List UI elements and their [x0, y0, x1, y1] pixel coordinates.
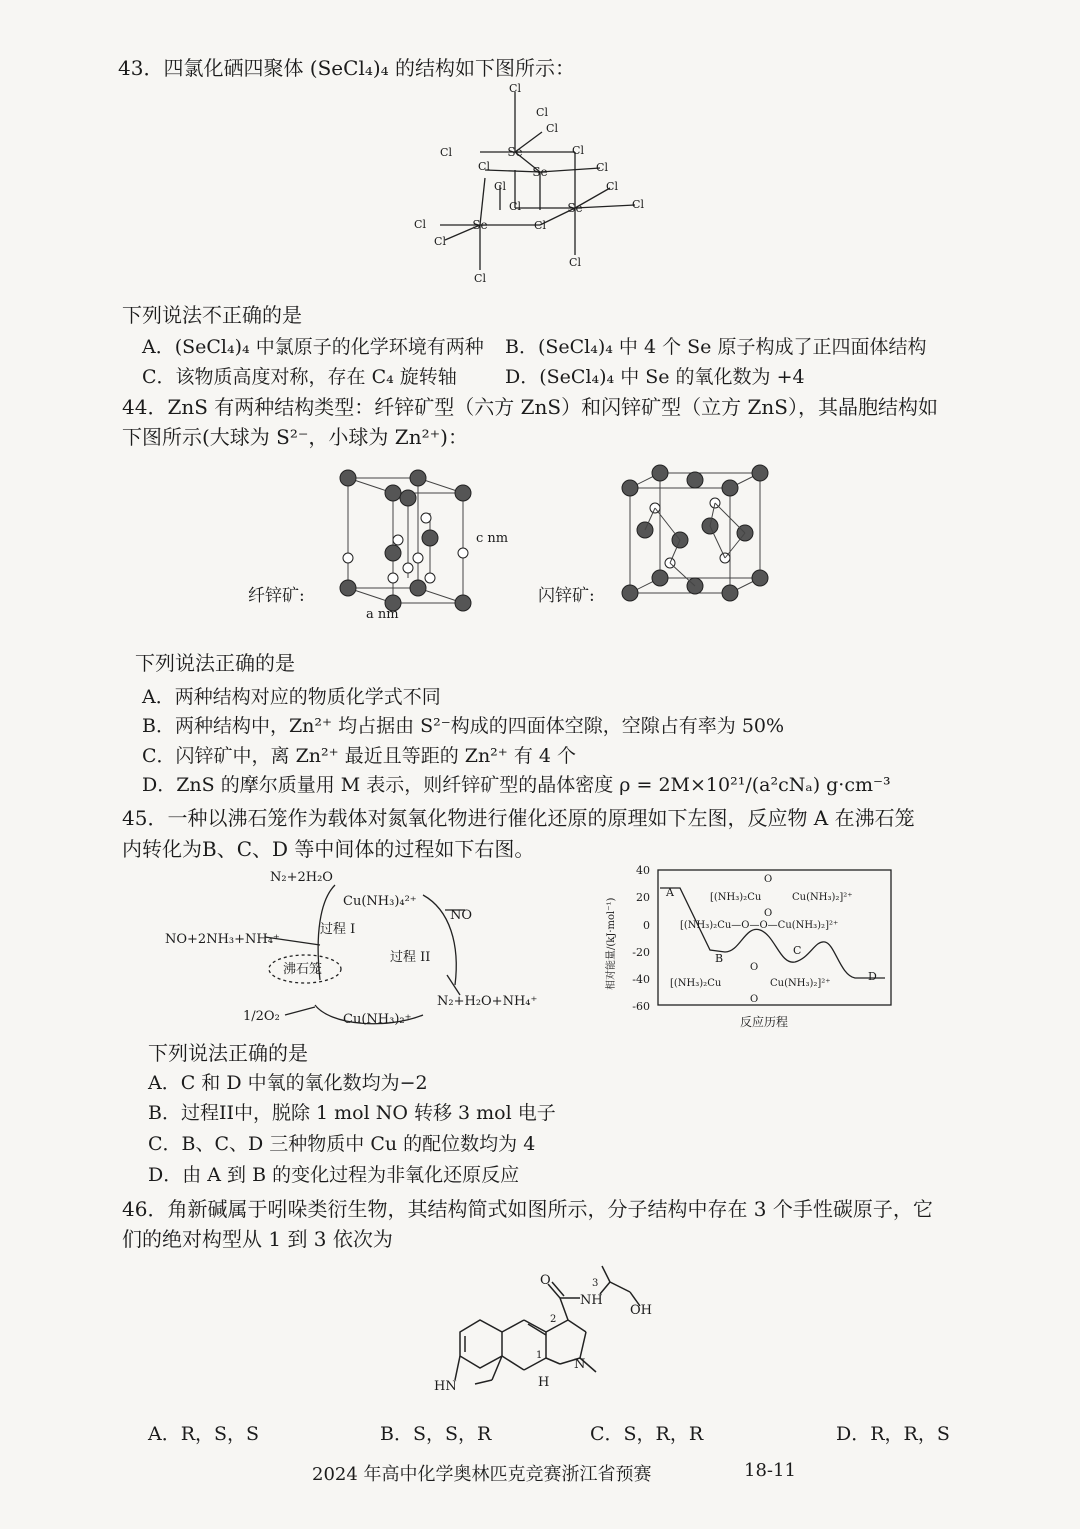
oxygen-label: O: [750, 962, 759, 973]
cu-nh3-2-label: Cu(NH₃)₂⁺: [343, 1012, 412, 1027]
q43-option-c[interactable]: C．该物质高度对称，存在 C₄ 旋转轴: [142, 366, 457, 388]
species-top-right: Cu(NH₃)₂]²⁺: [792, 892, 853, 903]
species-bot-left: [(NH₃)₂Cu: [670, 978, 722, 989]
q43-option-a[interactable]: A．(SeCl₄)₄ 中氯原子的化学环境有两种: [142, 336, 484, 358]
hydroxyl: OH: [630, 1303, 652, 1318]
q45-option-b[interactable]: B．过程II中，脱除 1 mol NO 转移 3 mol 电子: [148, 1102, 556, 1124]
q43-option-b[interactable]: B．(SeCl₄)₄ 中 4 个 Se 原子构成了正四面体结构: [505, 336, 927, 358]
q45-prompt: 下列说法正确的是: [148, 1041, 308, 1065]
amide-nh: NH: [580, 1293, 603, 1308]
cl-label: Cl: [478, 160, 490, 173]
oxygen-atom: O: [540, 1273, 551, 1288]
tick-20: 20: [636, 891, 650, 904]
q46-option-d[interactable]: D．R，R，S: [836, 1423, 950, 1445]
cl-label: Cl: [414, 218, 426, 231]
q44-stem-line2: 下图所示(大球为 S²⁻，小球为 Zn²⁺)：: [122, 425, 468, 449]
products-label: N₂+H₂O+NH₄⁺: [437, 994, 538, 1009]
se-label: Se: [567, 201, 583, 215]
q46-stem-line2: 们的绝对构型从 1 到 3 依次为: [122, 1227, 393, 1251]
tick-minus-40: -40: [632, 973, 650, 986]
q45-stem-line2: 内转化为B、C、D 等中间体的过程如下右图。: [122, 837, 535, 861]
cl-label: Cl: [509, 82, 521, 95]
sphalerite-unit-cell: [610, 458, 810, 628]
q46-option-a[interactable]: A．R，S，S: [148, 1423, 260, 1445]
nitrogen-atom: N: [574, 1357, 586, 1372]
y-axis-label: 相对能量/(kJ·mol⁻¹): [606, 897, 617, 990]
q44-option-b[interactable]: B．两种结构中，Zn²⁺ 均占据由 S²⁻构成的四面体空隙，空隙占有率为 50%: [142, 715, 785, 737]
se-label: Se: [507, 145, 523, 159]
q44-stem-line1: 44．ZnS 有两种结构类型：纤锌矿型（六方 ZnS）和闪锌矿型（立方 ZnS），其晶胞结构如: [122, 395, 938, 419]
indole-hn: HN: [434, 1379, 457, 1394]
q46-option-c[interactable]: C．S，R，R: [590, 1423, 704, 1445]
cl-label: Cl: [536, 106, 548, 119]
cl-label: Cl: [596, 161, 608, 174]
tick-minus-20: -20: [632, 946, 650, 959]
species-mid: [(NH₃)₂Cu—O—O—Cu(NH₃)₂]²⁺: [680, 920, 839, 931]
q43-option-d[interactable]: D．(SeCl₄)₄ 中 Se 的氧化数为 +4: [505, 366, 805, 388]
species-bot-right: Cu(NH₃)₂]²⁺: [770, 978, 831, 989]
q44-prompt: 下列说法正确的是: [135, 651, 295, 675]
q44-option-c[interactable]: C．闪锌矿中，离 Zn²⁺ 最近且等距的 Zn²⁺ 有 4 个: [142, 745, 577, 767]
se-label: Se: [472, 218, 488, 232]
half-o2-label: 1/2O₂: [243, 1009, 280, 1024]
oxygen-label: O: [750, 994, 759, 1005]
x-axis-label: 反应历程: [740, 1015, 789, 1029]
sphalerite-label: 闪锌矿:: [538, 586, 595, 606]
cl-label: Cl: [546, 122, 558, 135]
q43-prompt: 下列说法不正确的是: [122, 303, 302, 327]
process-1-label: 过程 I: [320, 922, 356, 937]
cl-label: Cl: [606, 180, 618, 193]
cl-label: Cl: [534, 219, 546, 232]
cl-label: Cl: [632, 198, 644, 211]
no-nh3-label: NO+2NH₃+NH₄⁺: [165, 932, 280, 947]
q46-stem-line1: 46．角新碱属于吲哚类衍生物，其结构简式如图所示，分子结构中存在 3 个手性碳原子，它: [122, 1197, 933, 1221]
oxygen-label: O: [764, 874, 773, 885]
energy-profile-chart: [600, 860, 920, 1035]
a-dimension-label: a nm: [366, 607, 399, 622]
cu-nh3-4-label: Cu(NH₃)₄²⁺: [343, 894, 417, 909]
ergometrine-structure: [420, 1262, 660, 1412]
chiral-center-3: 3: [592, 1278, 599, 1289]
chiral-center-2: 2: [550, 1314, 557, 1325]
q46-option-b[interactable]: B．S，S，R: [380, 1423, 492, 1445]
tick-40: 40: [636, 864, 650, 877]
cl-label: Cl: [494, 180, 506, 193]
process-2-label: 过程 II: [390, 950, 431, 965]
species-top-left: [(NH₃)₂Cu: [710, 892, 762, 903]
c-dimension-label: c nm: [476, 531, 509, 546]
q45-stem-line1: 45．一种以沸石笼作为载体对氮氧化物进行催化还原的原理如下左图，反应物 A 在沸石笼: [122, 806, 915, 830]
no-reactant-label: NO: [450, 908, 473, 923]
point-c-label: C: [793, 944, 802, 957]
hydrogen-atom: H: [538, 1375, 550, 1390]
cl-label: Cl: [572, 144, 584, 157]
point-a-label: A: [666, 886, 674, 899]
tick-0: 0: [643, 919, 650, 932]
q44-option-a[interactable]: A．两种结构对应的物质化学式不同: [142, 686, 441, 708]
footer-title: 2024 年高中化学奥林匹克竞赛浙江省预赛: [312, 1464, 652, 1485]
point-d-label: D: [868, 970, 877, 983]
zeolite-cage-label: 沸石笼: [283, 962, 323, 977]
secl4-tetramer-structure: [400, 80, 700, 300]
wurtzite-label: 纤锌矿:: [248, 586, 305, 606]
q45-option-c[interactable]: C．B、C、D 三种物质中 Cu 的配位数均为 4: [148, 1133, 536, 1155]
cl-label: Cl: [509, 200, 521, 213]
q45-option-d[interactable]: D．由 A 到 B 的变化过程为非氧化还原反应: [148, 1164, 520, 1186]
cl-label: Cl: [569, 256, 581, 269]
page-number: 18-11: [744, 1460, 796, 1481]
point-b-label: B: [715, 952, 724, 965]
q45-option-a[interactable]: A．C 和 D 中氧的氧化数均为−2: [148, 1072, 428, 1094]
n2-water-label: N₂+2H₂O: [270, 870, 333, 885]
se-label: Se: [532, 165, 548, 179]
chiral-center-1: 1: [536, 1350, 543, 1361]
cl-label: Cl: [474, 272, 486, 285]
q43-stem: 43．四氯化硒四聚体 (SeCl₄)₄ 的结构如下图所示：: [118, 56, 576, 80]
cl-label: Cl: [434, 235, 446, 248]
tick-minus-60: -60: [632, 1000, 650, 1013]
catalytic-cycle-diagram: [165, 865, 605, 1040]
cl-label: Cl: [440, 146, 452, 159]
oxygen-label: O: [764, 908, 773, 919]
q44-option-d[interactable]: D．ZnS 的摩尔质量用 M 表示，则纤锌矿型的晶体密度 ρ = 2M×10²¹/(a²cNₐ) g·cm⁻³: [142, 774, 891, 796]
